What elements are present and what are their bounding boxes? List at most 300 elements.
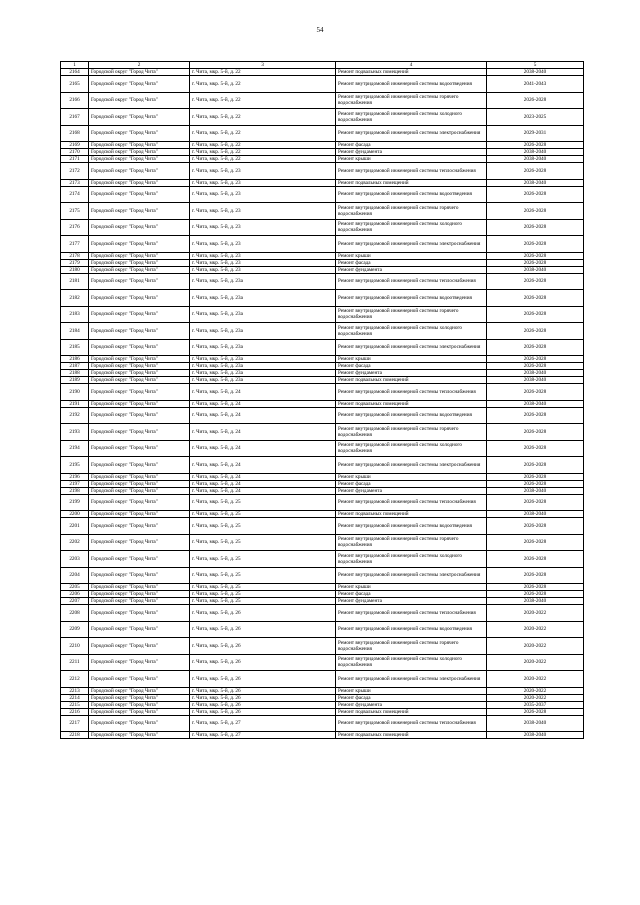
column-header-3: 3	[190, 62, 336, 69]
table-row	[61, 125, 584, 142]
address-cell: г. Чита, мкр. 5-й, д. 26	[190, 708, 336, 715]
table-row	[61, 163, 584, 180]
municipality-cell: Городской округ "Город Чита"	[89, 598, 190, 605]
address-cell: г. Чита, мкр. 5-й, д. 23	[190, 259, 336, 266]
work-type-cell: Ремонт фундамента	[336, 370, 487, 377]
address-cell: г. Чита, мкр. 5-й, д. 23	[190, 179, 336, 186]
period-cell: 2038-2040	[487, 400, 584, 407]
address-cell: г. Чита, мкр. 5-й, д. 25	[190, 567, 336, 584]
municipality-cell: Городской округ "Город Чита"	[89, 487, 190, 494]
address-cell: г. Чита, мкр. 5-й, д. 23а	[190, 323, 336, 340]
row-number-cell: 2164	[61, 69, 89, 76]
address-cell: г. Чита, мкр. 5-й, д. 24	[190, 487, 336, 494]
table-row	[61, 252, 584, 259]
municipality-cell: Городской округ "Город Чита"	[89, 363, 190, 370]
row-number-cell: 2205	[61, 584, 89, 591]
work-type-cell: Ремонт внутридомовой инженерной системы горячего водоснабжения	[336, 306, 487, 323]
work-type-cell: Ремонт внутридомовой инженерной системы электроснабжения	[336, 567, 487, 584]
municipality-cell: Городской округ "Город Чита"	[89, 163, 190, 180]
address-cell: г. Чита, мкр. 5-й, д. 26	[190, 694, 336, 701]
period-cell: 2020-2022	[487, 654, 584, 671]
row-number-cell: 2165	[61, 76, 89, 93]
period-cell: 2038-2040	[487, 370, 584, 377]
address-cell: г. Чита, мкр. 5-й, д. 25	[190, 598, 336, 605]
municipality-cell: Городской округ "Город Чита"	[89, 654, 190, 671]
table-row	[61, 149, 584, 156]
period-cell: 2026-2028	[487, 290, 584, 307]
address-cell: г. Чита, мкр. 5-й, д. 24	[190, 440, 336, 457]
work-type-cell: Ремонт крыши	[336, 584, 487, 591]
work-type-cell: Ремонт внутридомовой инженерной системы горячего водоснабжения	[336, 92, 487, 109]
row-number-cell: 2202	[61, 534, 89, 551]
row-number-cell: 2177	[61, 236, 89, 253]
row-number-cell: 2171	[61, 156, 89, 163]
address-cell: г. Чита, мкр. 5-й, д. 26	[190, 701, 336, 708]
address-cell: г. Чита, мкр. 5-й, д. 25	[190, 494, 336, 511]
row-number-cell: 2215	[61, 701, 89, 708]
address-cell: г. Чита, мкр. 5-й, д. 22	[190, 156, 336, 163]
period-cell: 2026-2028	[487, 236, 584, 253]
address-cell: г. Чита, мкр. 5-й, д. 26	[190, 671, 336, 688]
period-cell: 2038-2040	[487, 69, 584, 76]
address-cell: г. Чита, мкр. 5-й, д. 24	[190, 473, 336, 480]
table-row	[61, 179, 584, 186]
municipality-cell: Городской округ "Город Чита"	[89, 252, 190, 259]
header-row	[61, 62, 584, 69]
table-row	[61, 511, 584, 518]
work-type-cell: Ремонт фундамента	[336, 487, 487, 494]
work-type-cell: Ремонт фасада	[336, 363, 487, 370]
row-number-cell: 2187	[61, 363, 89, 370]
table-row	[61, 567, 584, 584]
work-type-cell: Ремонт фасада	[336, 694, 487, 701]
table-row	[61, 219, 584, 236]
period-cell: 2038-2040	[487, 732, 584, 739]
period-cell: 2026-2028	[487, 407, 584, 424]
work-type-cell: Ремонт внутридомовой инженерной системы электроснабжения	[336, 236, 487, 253]
table-row	[61, 638, 584, 655]
period-cell: 2023-2025	[487, 109, 584, 126]
municipality-cell: Городской округ "Город Чита"	[89, 715, 190, 732]
work-type-cell: Ремонт внутридомовой инженерной системы холодного водоснабжения	[336, 440, 487, 457]
municipality-cell: Городской округ "Город Чита"	[89, 551, 190, 568]
row-number-cell: 2217	[61, 715, 89, 732]
municipality-cell: Городской округ "Город Чита"	[89, 306, 190, 323]
table-row	[61, 377, 584, 384]
table-row	[61, 671, 584, 688]
column-header-2: 2	[89, 62, 190, 69]
period-cell: 2020-2022	[487, 638, 584, 655]
period-cell: 2026-2028	[487, 259, 584, 266]
address-cell: г. Чита, мкр. 5-й, д. 23а	[190, 339, 336, 356]
period-cell: 2020-2022	[487, 694, 584, 701]
period-cell: 2038-2040	[487, 179, 584, 186]
row-number-cell: 2189	[61, 377, 89, 384]
table-row	[61, 92, 584, 109]
period-cell: 2026-2028	[487, 440, 584, 457]
work-type-cell: Ремонт подвальных помещений	[336, 377, 487, 384]
period-cell: 2026-2028	[487, 494, 584, 511]
table-row	[61, 480, 584, 487]
repair-schedule-table	[60, 61, 584, 739]
work-type-cell: Ремонт внутридомовой инженерной системы теплоснабжения	[336, 384, 487, 401]
period-cell: 2026-2028	[487, 584, 584, 591]
period-cell: 2020-2022	[487, 687, 584, 694]
row-number-cell: 2173	[61, 179, 89, 186]
work-type-cell: Ремонт фасада	[336, 591, 487, 598]
municipality-cell: Городской округ "Город Чита"	[89, 290, 190, 307]
row-number-cell: 2180	[61, 266, 89, 273]
row-number-cell: 2192	[61, 407, 89, 424]
work-type-cell: Ремонт внутридомовой инженерной системы горячего водоснабжения	[336, 424, 487, 441]
work-type-cell: Ремонт крыши	[336, 687, 487, 694]
municipality-cell: Городской округ "Город Чита"	[89, 236, 190, 253]
work-type-cell: Ремонт внутридомовой инженерной системы водоотведения	[336, 186, 487, 203]
table-row	[61, 236, 584, 253]
address-cell: г. Чита, мкр. 5-й, д. 22	[190, 142, 336, 149]
period-cell: 2026-2028	[487, 473, 584, 480]
municipality-cell: Городской округ "Город Чита"	[89, 266, 190, 273]
period-cell: 2038-2040	[487, 377, 584, 384]
table-row	[61, 306, 584, 323]
row-number-cell: 2216	[61, 708, 89, 715]
work-type-cell: Ремонт подвальных помещений	[336, 511, 487, 518]
table-row	[61, 654, 584, 671]
address-cell: г. Чита, мкр. 5-й, д. 23	[190, 236, 336, 253]
address-cell: г. Чита, мкр. 5-й, д. 25	[190, 584, 336, 591]
municipality-cell: Городской округ "Город Чита"	[89, 356, 190, 363]
work-type-cell: Ремонт подвальных помещений	[336, 400, 487, 407]
period-cell: 2026-2028	[487, 163, 584, 180]
period-cell: 2026-2028	[487, 708, 584, 715]
table-row	[61, 424, 584, 441]
municipality-cell: Городской округ "Город Чита"	[89, 339, 190, 356]
period-cell: 2020-2022	[487, 621, 584, 638]
work-type-cell: Ремонт фундамента	[336, 598, 487, 605]
period-cell: 2038-2040	[487, 149, 584, 156]
address-cell: г. Чита, мкр. 5-й, д. 23	[190, 163, 336, 180]
address-cell: г. Чита, мкр. 5-й, д. 22	[190, 69, 336, 76]
table-row	[61, 605, 584, 622]
table-row	[61, 701, 584, 708]
row-number-cell: 2198	[61, 487, 89, 494]
work-type-cell: Ремонт внутридомовой инженерной системы теплоснабжения	[336, 715, 487, 732]
municipality-cell: Городской округ "Город Чита"	[89, 109, 190, 126]
table-row	[61, 156, 584, 163]
row-number-cell: 2175	[61, 203, 89, 220]
work-type-cell: Ремонт внутридомовой инженерной системы холодного водоснабжения	[336, 109, 487, 126]
address-cell: г. Чита, мкр. 5-й, д. 25	[190, 591, 336, 598]
row-number-cell: 2179	[61, 259, 89, 266]
address-cell: г. Чита, мкр. 5-й, д. 23	[190, 203, 336, 220]
municipality-cell: Городской округ "Город Чита"	[89, 701, 190, 708]
work-type-cell: Ремонт подвальных помещений	[336, 179, 487, 186]
work-type-cell: Ремонт внутридомовой инженерной системы теплоснабжения	[336, 605, 487, 622]
row-number-cell: 2181	[61, 273, 89, 290]
row-number-cell: 2174	[61, 186, 89, 203]
work-type-cell: Ремонт подвальных помещений	[336, 708, 487, 715]
address-cell: г. Чита, мкр. 5-й, д. 23	[190, 252, 336, 259]
address-cell: г. Чита, мкр. 5-й, д. 22	[190, 149, 336, 156]
table-row	[61, 186, 584, 203]
row-number-cell: 2186	[61, 356, 89, 363]
work-type-cell: Ремонт фасада	[336, 480, 487, 487]
period-cell: 2038-2040	[487, 156, 584, 163]
table-row	[61, 694, 584, 701]
work-type-cell: Ремонт внутридомовой инженерной системы электроснабжения	[336, 671, 487, 688]
table-row	[61, 407, 584, 424]
table-row	[61, 518, 584, 535]
period-cell: 2026-2028	[487, 534, 584, 551]
row-number-cell: 2196	[61, 473, 89, 480]
municipality-cell: Городской округ "Город Чита"	[89, 511, 190, 518]
table-row	[61, 142, 584, 149]
table-row	[61, 487, 584, 494]
table-row	[61, 534, 584, 551]
municipality-cell: Городской округ "Город Чита"	[89, 621, 190, 638]
municipality-cell: Городской округ "Город Чита"	[89, 473, 190, 480]
municipality-cell: Городской округ "Город Чита"	[89, 480, 190, 487]
address-cell: г. Чита, мкр. 5-й, д. 27	[190, 715, 336, 732]
row-number-cell: 2184	[61, 323, 89, 340]
work-type-cell: Ремонт подвальных помещений	[336, 732, 487, 739]
municipality-cell: Городской округ "Город Чита"	[89, 440, 190, 457]
table-row	[61, 598, 584, 605]
row-number-cell: 2211	[61, 654, 89, 671]
table-row	[61, 473, 584, 480]
row-number-cell: 2172	[61, 163, 89, 180]
municipality-cell: Городской округ "Город Чита"	[89, 323, 190, 340]
address-cell: г. Чита, мкр. 5-й, д. 23а	[190, 356, 336, 363]
row-number-cell: 2167	[61, 109, 89, 126]
row-number-cell: 2183	[61, 306, 89, 323]
address-cell: г. Чита, мкр. 5-й, д. 24	[190, 480, 336, 487]
municipality-cell: Городской округ "Город Чита"	[89, 457, 190, 474]
work-type-cell: Ремонт фундамента	[336, 149, 487, 156]
work-type-cell: Ремонт внутридомовой инженерной системы горячего водоснабжения	[336, 638, 487, 655]
municipality-cell: Городской округ "Город Чита"	[89, 142, 190, 149]
work-type-cell: Ремонт внутридомовой инженерной системы теплоснабжения	[336, 163, 487, 180]
period-cell: 2026-2028	[487, 551, 584, 568]
work-type-cell: Ремонт фасада	[336, 259, 487, 266]
row-number-cell: 2191	[61, 400, 89, 407]
municipality-cell: Городской округ "Город Чита"	[89, 407, 190, 424]
table-row	[61, 708, 584, 715]
period-cell: 2026-2028	[487, 92, 584, 109]
period-cell: 2029-2031	[487, 125, 584, 142]
address-cell: г. Чита, мкр. 5-й, д. 23а	[190, 377, 336, 384]
municipality-cell: Городской округ "Город Чита"	[89, 424, 190, 441]
municipality-cell: Городской округ "Город Чита"	[89, 273, 190, 290]
address-cell: г. Чита, мкр. 5-й, д. 25	[190, 511, 336, 518]
row-number-cell: 2166	[61, 92, 89, 109]
row-number-cell: 2194	[61, 440, 89, 457]
municipality-cell: Городской округ "Город Чита"	[89, 567, 190, 584]
period-cell: 2026-2028	[487, 306, 584, 323]
table-row	[61, 732, 584, 739]
municipality-cell: Городской округ "Город Чита"	[89, 584, 190, 591]
address-cell: г. Чита, мкр. 5-й, д. 27	[190, 732, 336, 739]
municipality-cell: Городской округ "Город Чита"	[89, 259, 190, 266]
address-cell: г. Чита, мкр. 5-й, д. 26	[190, 621, 336, 638]
row-number-cell: 2206	[61, 591, 89, 598]
table-row	[61, 440, 584, 457]
work-type-cell: Ремонт внутридомовой инженерной системы теплоснабжения	[336, 273, 487, 290]
period-cell: 2026-2028	[487, 457, 584, 474]
work-type-cell: Ремонт внутридомовой инженерной системы горячего водоснабжения	[336, 534, 487, 551]
table-row	[61, 621, 584, 638]
address-cell: г. Чита, мкр. 5-й, д. 23а	[190, 370, 336, 377]
municipality-cell: Городской округ "Город Чита"	[89, 370, 190, 377]
work-type-cell: Ремонт внутридомовой инженерной системы горячего водоснабжения	[336, 203, 487, 220]
work-type-cell: Ремонт внутридомовой инженерной системы электроснабжения	[336, 125, 487, 142]
row-number-cell: 2182	[61, 290, 89, 307]
table-row	[61, 259, 584, 266]
row-number-cell: 2201	[61, 518, 89, 535]
work-type-cell: Ремонт внутридомовой инженерной системы холодного водоснабжения	[336, 551, 487, 568]
municipality-cell: Городской округ "Город Чита"	[89, 708, 190, 715]
period-cell: 2035-2037	[487, 701, 584, 708]
row-number-cell: 2199	[61, 494, 89, 511]
address-cell: г. Чита, мкр. 5-й, д. 26	[190, 638, 336, 655]
address-cell: г. Чита, мкр. 5-й, д. 23а	[190, 306, 336, 323]
page-number: 54	[316, 26, 324, 34]
period-cell: 2020-2022	[487, 671, 584, 688]
row-number-cell: 2209	[61, 621, 89, 638]
row-number-cell: 2176	[61, 219, 89, 236]
period-cell: 2026-2028	[487, 323, 584, 340]
municipality-cell: Городской округ "Город Чита"	[89, 638, 190, 655]
address-cell: г. Чита, мкр. 5-й, д. 22	[190, 92, 336, 109]
row-number-cell: 2207	[61, 598, 89, 605]
period-cell: 2026-2028	[487, 273, 584, 290]
table-row	[61, 687, 584, 694]
period-cell: 2026-2028	[487, 356, 584, 363]
table-row	[61, 400, 584, 407]
municipality-cell: Городской округ "Город Чита"	[89, 125, 190, 142]
work-type-cell: Ремонт внутридомовой инженерной системы водоотведения	[336, 621, 487, 638]
row-number-cell: 2170	[61, 149, 89, 156]
address-cell: г. Чита, мкр. 5-й, д. 22	[190, 76, 336, 93]
row-number-cell: 2203	[61, 551, 89, 568]
period-cell: 2026-2028	[487, 480, 584, 487]
work-type-cell: Ремонт внутридомовой инженерной системы теплоснабжения	[336, 494, 487, 511]
period-cell: 2026-2028	[487, 219, 584, 236]
work-type-cell: Ремонт фасада	[336, 142, 487, 149]
municipality-cell: Городской округ "Город Чита"	[89, 605, 190, 622]
table-row	[61, 273, 584, 290]
table-row	[61, 323, 584, 340]
address-cell: г. Чита, мкр. 5-й, д. 23а	[190, 273, 336, 290]
row-number-cell: 2214	[61, 694, 89, 701]
table-row	[61, 363, 584, 370]
municipality-cell: Городской округ "Город Чита"	[89, 219, 190, 236]
municipality-cell: Городской округ "Город Чита"	[89, 694, 190, 701]
row-number-cell: 2168	[61, 125, 89, 142]
table-row	[61, 266, 584, 273]
period-cell: 2026-2028	[487, 518, 584, 535]
work-type-cell: Ремонт внутридомовой инженерной системы электроснабжения	[336, 339, 487, 356]
table-row	[61, 715, 584, 732]
row-number-cell: 2210	[61, 638, 89, 655]
period-cell: 2041-2043	[487, 76, 584, 93]
period-cell: 2026-2028	[487, 186, 584, 203]
row-number-cell: 2200	[61, 511, 89, 518]
address-cell: г. Чита, мкр. 5-й, д. 23	[190, 186, 336, 203]
municipality-cell: Городской округ "Город Чита"	[89, 671, 190, 688]
address-cell: г. Чита, мкр. 5-й, д. 24	[190, 400, 336, 407]
address-cell: г. Чита, мкр. 5-й, д. 24	[190, 384, 336, 401]
table-body	[61, 69, 584, 739]
municipality-cell: Городской округ "Город Чита"	[89, 534, 190, 551]
work-type-cell: Ремонт крыши	[336, 252, 487, 259]
row-number-cell: 2190	[61, 384, 89, 401]
row-number-cell: 2197	[61, 480, 89, 487]
work-type-cell: Ремонт внутридомовой инженерной системы водоотведения	[336, 407, 487, 424]
table-row	[61, 494, 584, 511]
address-cell: г. Чита, мкр. 5-й, д. 22	[190, 109, 336, 126]
period-cell: 2038-2040	[487, 715, 584, 732]
table-row	[61, 384, 584, 401]
work-type-cell: Ремонт внутридомовой инженерной системы электроснабжения	[336, 457, 487, 474]
table-row	[61, 76, 584, 93]
table-row	[61, 109, 584, 126]
period-cell: 2026-2028	[487, 142, 584, 149]
row-number-cell: 2195	[61, 457, 89, 474]
period-cell: 2038-2040	[487, 266, 584, 273]
period-cell: 2026-2028	[487, 384, 584, 401]
municipality-cell: Городской округ "Город Чита"	[89, 494, 190, 511]
address-cell: г. Чита, мкр. 5-й, д. 24	[190, 424, 336, 441]
period-cell: 2038-2040	[487, 487, 584, 494]
period-cell: 2026-2028	[487, 567, 584, 584]
municipality-cell: Городской округ "Город Чита"	[89, 186, 190, 203]
address-cell: г. Чита, мкр. 5-й, д. 26	[190, 605, 336, 622]
table-row	[61, 290, 584, 307]
table-row	[61, 203, 584, 220]
period-cell: 2020-2022	[487, 605, 584, 622]
table-row	[61, 356, 584, 363]
municipality-cell: Городской округ "Город Чита"	[89, 76, 190, 93]
work-type-cell: Ремонт подвальных помещений	[336, 69, 487, 76]
table-row	[61, 584, 584, 591]
municipality-cell: Городской округ "Город Чита"	[89, 687, 190, 694]
column-header-1: 1	[61, 62, 89, 69]
period-cell: 2026-2028	[487, 363, 584, 370]
municipality-cell: Городской округ "Город Чита"	[89, 149, 190, 156]
address-cell: г. Чита, мкр. 5-й, д. 25	[190, 534, 336, 551]
address-cell: г. Чита, мкр. 5-й, д. 26	[190, 687, 336, 694]
table-row	[61, 370, 584, 377]
table-row	[61, 591, 584, 598]
work-type-cell: Ремонт внутридомовой инженерной системы водоотведения	[336, 518, 487, 535]
address-cell: г. Чита, мкр. 5-й, д. 24	[190, 407, 336, 424]
work-type-cell: Ремонт крыши	[336, 156, 487, 163]
period-cell: 2026-2028	[487, 339, 584, 356]
period-cell: 2026-2028	[487, 424, 584, 441]
municipality-cell: Городской округ "Город Чита"	[89, 732, 190, 739]
row-number-cell: 2169	[61, 142, 89, 149]
work-type-cell: Ремонт внутридомовой инженерной системы водоотведения	[336, 76, 487, 93]
period-cell: 2026-2028	[487, 203, 584, 220]
work-type-cell: Ремонт крыши	[336, 356, 487, 363]
table-row	[61, 69, 584, 76]
municipality-cell: Городской округ "Город Чита"	[89, 203, 190, 220]
work-type-cell: Ремонт внутридомовой инженерной системы водоотведения	[336, 290, 487, 307]
address-cell: г. Чита, мкр. 5-й, д. 25	[190, 551, 336, 568]
municipality-cell: Городской округ "Город Чита"	[89, 384, 190, 401]
municipality-cell: Городской округ "Город Чита"	[89, 377, 190, 384]
